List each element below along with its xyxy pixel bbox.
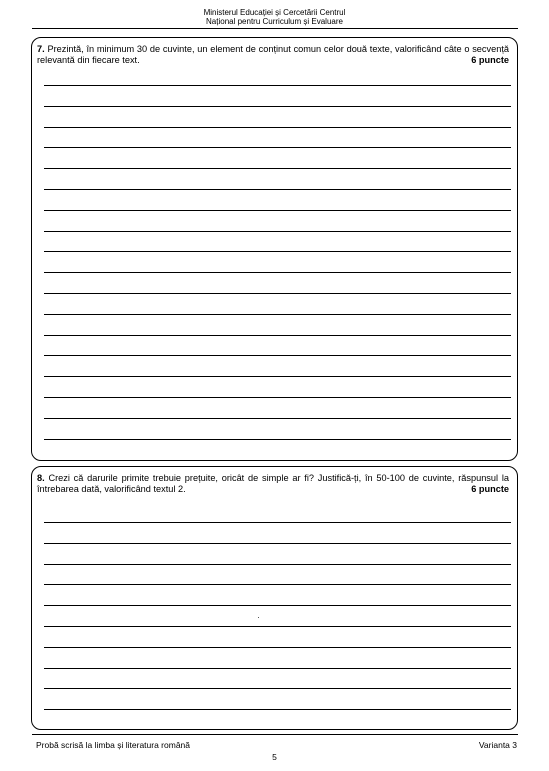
question-8-points: 6 puncte (471, 484, 509, 494)
answer-line (44, 106, 511, 107)
page-number: 5 (272, 752, 277, 762)
question-7-number: 7. (37, 44, 45, 54)
answer-line (44, 335, 511, 336)
question-7-text (37, 44, 509, 66)
answer-line (44, 584, 511, 585)
answer-line (44, 231, 511, 232)
answer-line (44, 127, 511, 128)
question-8-number: 8. (37, 473, 45, 483)
answer-line (44, 251, 511, 252)
stray-mark (258, 617, 259, 618)
answer-line (44, 314, 511, 315)
answer-line (44, 168, 511, 169)
answer-line (44, 543, 511, 544)
question-8-box (31, 466, 518, 730)
answer-line (44, 418, 511, 419)
answer-line (44, 668, 511, 669)
footer-exam-title: Probă scrisă la limba și literatura română (36, 740, 191, 750)
answer-line (44, 272, 511, 273)
answer-line (44, 605, 511, 606)
answer-line (44, 709, 511, 710)
header-divider (32, 28, 518, 29)
answer-line (44, 626, 511, 627)
answer-line (44, 564, 511, 565)
footer-variant: Varianta 3 (478, 740, 517, 750)
question-7-prompt: Prezintă, în minimum 30 de cuvinte, un element de conținut comun celor două texte, valorificând câte o secvență relevantă din fiecare text. (37, 44, 509, 65)
answer-line (44, 522, 511, 523)
answer-line (44, 688, 511, 689)
question-7-box (31, 37, 518, 461)
question-8-text (37, 473, 509, 495)
question-7-points: 6 puncte (471, 55, 509, 65)
answer-line (44, 85, 511, 86)
answer-line (44, 293, 511, 294)
answer-line (44, 376, 511, 377)
answer-line (44, 355, 511, 356)
answer-line (44, 147, 511, 148)
header-center: Național pentru Curriculum și Evaluare (206, 17, 343, 26)
question-8-prompt: Crezi că darurile primite trebuie prețuite, oricât de simple ar fi? Justifică-ți, în 50-100 de cuvinte, răspunsul la întrebarea dată, valorificând textul 2. (37, 473, 509, 494)
footer-divider (32, 734, 518, 735)
answer-line (44, 647, 511, 648)
answer-line (44, 439, 511, 440)
page-header (0, 8, 549, 26)
answer-line (44, 210, 511, 211)
answer-line (44, 397, 511, 398)
header-ministry: Ministerul Educației și Cercetării Centrul (203, 8, 346, 17)
answer-line (44, 189, 511, 190)
